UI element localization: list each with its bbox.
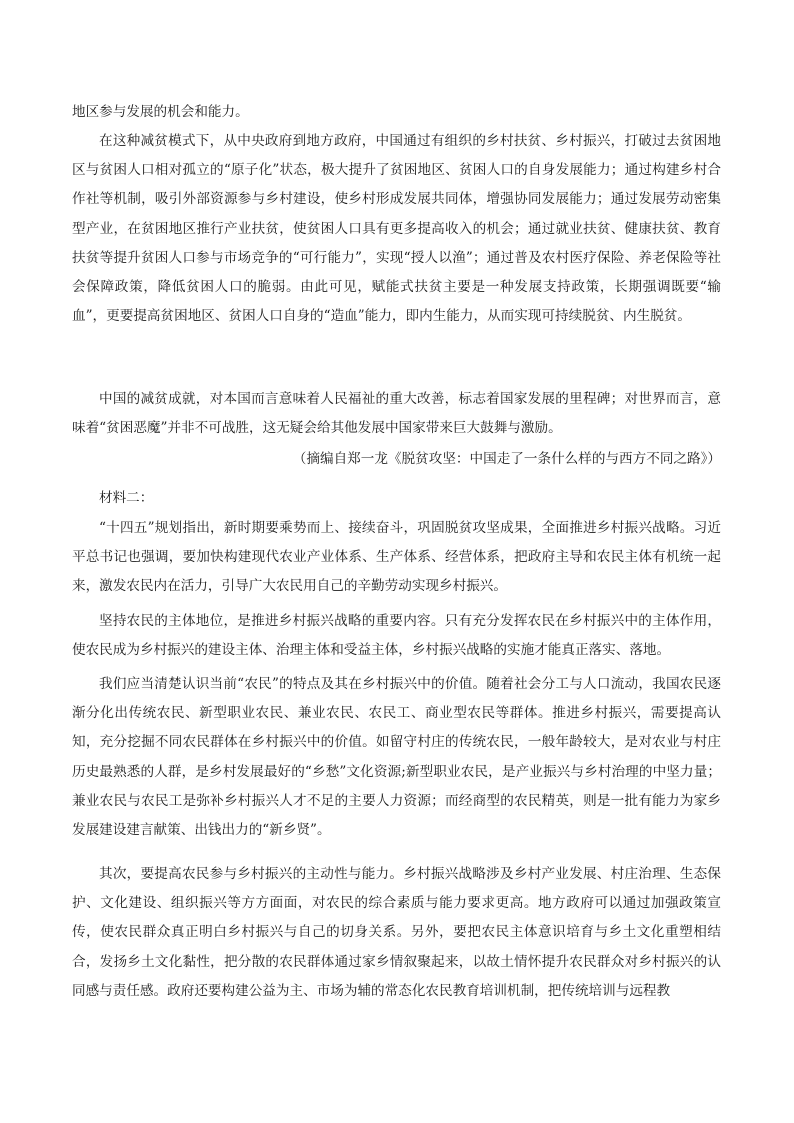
- material2-paragraph-4: 其次，要提高农民参与乡村振兴的主动性与能力。乡村振兴战略涉及乡村产业发展、村庄治理、生态保护、文化建设、组织振兴等方方面面，对农民的综合素质与能力要求更高。地方政府可以通过加强政策宣传，使农民群众真正明白乡村振兴与自己的切身关系。另外，要把农民主体意识培育与乡土文化重塑相结合，发扬乡土文化黏性，把分散的农民群体通过家乡情叙聚起来，以故土情怀提升农民群众对乡村振兴的认同感与责任感。政府还要构建公益为主、市场为辅的常态化农民教育培训机制，把传统培训与远程教: [72, 866, 721, 999]
- source-citation: （摘编自郑一龙《脱贫攻坚：中国走了一条什么样的与西方不同之路》）: [292, 451, 721, 467]
- material2-label: 材料二：: [99, 490, 154, 506]
- material2-paragraph-2: 坚持农民的主体地位，是推进乡村振兴战略的重要内容。只有充分发挥农民在乡村振兴中的主体作用，使农民成为乡村振兴的建设主体、治理主体和受益主体，乡村振兴战略的实施才能真正落实、落地。: [72, 613, 721, 659]
- continuation-line: 地区参与发展的机会和能力。: [72, 104, 249, 120]
- material2-paragraph-1: “十四五”规划指出，新时期要乘势而上、接续奋斗，巩固脱贫攻坚成果，全面推进乡村振兴战略。习近平总书记也强调，要加快构建现代农业产业体系、生产体系、经营体系，把政府主导和农民主体有机统一起来，激发农民内在活力，引导广大农民用自己的辛勤劳动实现乡村振兴。: [72, 520, 721, 595]
- material2-paragraph-3: 我们应当清楚认识当前“农民”的特点及其在乡村振兴中的价值。随着社会分工与人口流动，我国农民逐渐分化出传统农民、新型职业农民、兼业农民、农民工、商业型农民等群体。推进乡村振兴，需要提高认知，充分挖掘不同农民群体在乡村振兴中的价值。如留守村庄的传统农民，一般年龄较大，是对农业与村庄历史最熟悉的人群，是乡村发展最好的“乡愁”文化资源;新型职业农民，是产业振兴与乡村治理的中坚力量；兼业农民与农民工是弥补乡村振兴人才不足的主要人力资源；而经商型的农民精英，则是一批有能力为家乡发展建设建言献策、出钱出力的“新乡贤”。: [72, 676, 721, 839]
- material1-paragraph-2: 中国的减贫成就，对本国而言意味着人民福祉的重大改善，标志着国家发展的里程碑；对世界而言，意味着“贫困恶魔”并非不可战胜，这无疑会给其他发展中国家带来巨大鼓舞与激励。: [72, 391, 721, 437]
- material1-paragraph-1: 在这种减贫模式下，从中央政府到地方政府，中国通过有组织的乡村扶贫、乡村振兴，打破过去贫困地区与贫困人口相对孤立的“原子化”状态，极大提升了贫困地区、贫困人口的自身发展能力；通过构建乡村合作社等机制，吸引外部资源参与乡村建设，使乡村形成发展共同体，增强协同发展能力；通过发展劳动密集型产业，在贫困地区推行产业扶贫，使贫困人口具有更多提高收入的机会；通过就业扶贫、健康扶贫、教育扶贫等提升贫困人口参与市场竞争的“可行能力”，实现“授人以渔”；通过普及农村医疗保险、养老保险等社会保障政策，降低贫困人口的脆弱。由此可见，赋能式扶贫主要是一种发展支持政策，长期强调既要“输血”，更要提高贫困地区、贫困人口自身的“造血”能力，即内生能力，从而实现可持续脱贫、内生脱贫。: [72, 133, 721, 325]
